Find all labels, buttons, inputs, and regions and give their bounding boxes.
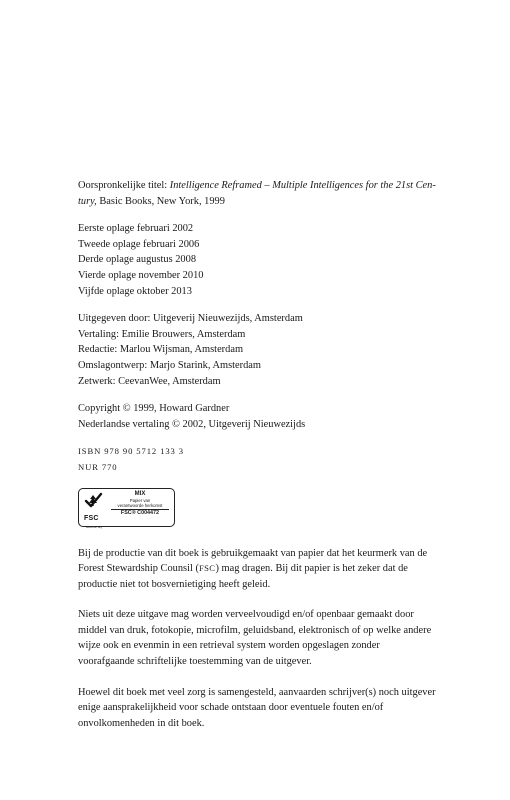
fsc-sub-label: Papier van bbox=[129, 497, 151, 503]
credit-typesetting: Zetwerk: CeevanWee, Amsterdam bbox=[78, 375, 221, 387]
isbn: ISBN 978 90 5712 133 3 bbox=[78, 446, 184, 457]
fsc-divider bbox=[111, 509, 169, 510]
copyright-line: Nederlandse vertaling © 2002, Uitgeverij Nieuwezijds bbox=[78, 418, 306, 430]
fsc-tree-checkmark-icon bbox=[82, 491, 104, 510]
edition-line: Vijfde oplage oktober 2013 bbox=[78, 285, 192, 297]
liability-disclaimer: Hoewel dit boek met veel zorg is samengesteld, aanvaarden schrijver(s) noch uitgever enige aansprakelijkheid voor schade ontstaan door eventuele fouten en/of onvolkomenheden in dit boek. bbox=[78, 686, 436, 729]
fsc-license-code: FSC® C004472 bbox=[120, 510, 160, 517]
rights-statement: Niets uit deze uitgave mag worden verveelvoudigd en/of openbaar gemaakt door middel van druk, fotokopie, microfilm, geluidsband, elektronisch of op welke andere wijze ook en evenmin in een retrieval system worden opgeslagen zonder voorafgaande schriftelijke toestemming van de uitgever. bbox=[78, 609, 432, 668]
credit-cover-design: Omslagontwerp: Marjo Starink, Amsterdam bbox=[78, 359, 261, 371]
edition-line: Eerste oplage februari 2002 bbox=[78, 223, 194, 235]
fsc-mark-text: FSC bbox=[84, 514, 99, 522]
credits-block bbox=[78, 311, 438, 389]
colophon bbox=[78, 178, 438, 746]
edition-line: Tweede oplage februari 2006 bbox=[78, 238, 200, 250]
original-publisher: Basic Books, New York, 1999 bbox=[96, 195, 225, 207]
fsc-abbreviation: FSC bbox=[198, 563, 216, 574]
paper-statement: Bij de productie van dit boek is gebruikgemaakt van papier dat het keurmerk van de Forest Stewardship Counsil (FSC) mag dragen. Bij dit papier is het zeker dat de productie niet tot bosvernietiging heeft geleid. bbox=[78, 547, 428, 590]
original-title-label: Oorspronkelijke titel: bbox=[78, 180, 170, 191]
original-title-block bbox=[78, 178, 438, 209]
identifiers-block bbox=[78, 444, 438, 475]
copyright-line: Copyright © 1999, Howard Gardner bbox=[78, 403, 230, 415]
fsc-logo bbox=[78, 488, 175, 527]
fsc-mix-label: MIX bbox=[134, 490, 146, 497]
editions-block bbox=[78, 221, 438, 299]
credit-editor: Redactie: Marlou Wijsman, Amsterdam bbox=[78, 344, 244, 356]
original-title-text-continued: tury, bbox=[78, 195, 97, 207]
fsc-sub-label: verantwoorde herkomst bbox=[117, 502, 163, 508]
credit-translation: Vertaling: Emilie Brouwers, Amsterdam bbox=[78, 328, 246, 340]
fsc-url: www.fsc.org bbox=[86, 524, 103, 529]
copyright-block bbox=[78, 401, 438, 432]
original-title-text: Intelligence Reframed – Multiple Intelligences for the 21st Cen- bbox=[169, 180, 436, 191]
nur-code: NUR 770 bbox=[78, 461, 118, 472]
edition-line: Derde oplage augustus 2008 bbox=[78, 254, 197, 266]
edition-line: Vierde oplage november 2010 bbox=[78, 269, 204, 281]
credit-publisher: Uitgegeven door: Uitgeverij Nieuwezijds, Amsterdam bbox=[78, 313, 303, 325]
